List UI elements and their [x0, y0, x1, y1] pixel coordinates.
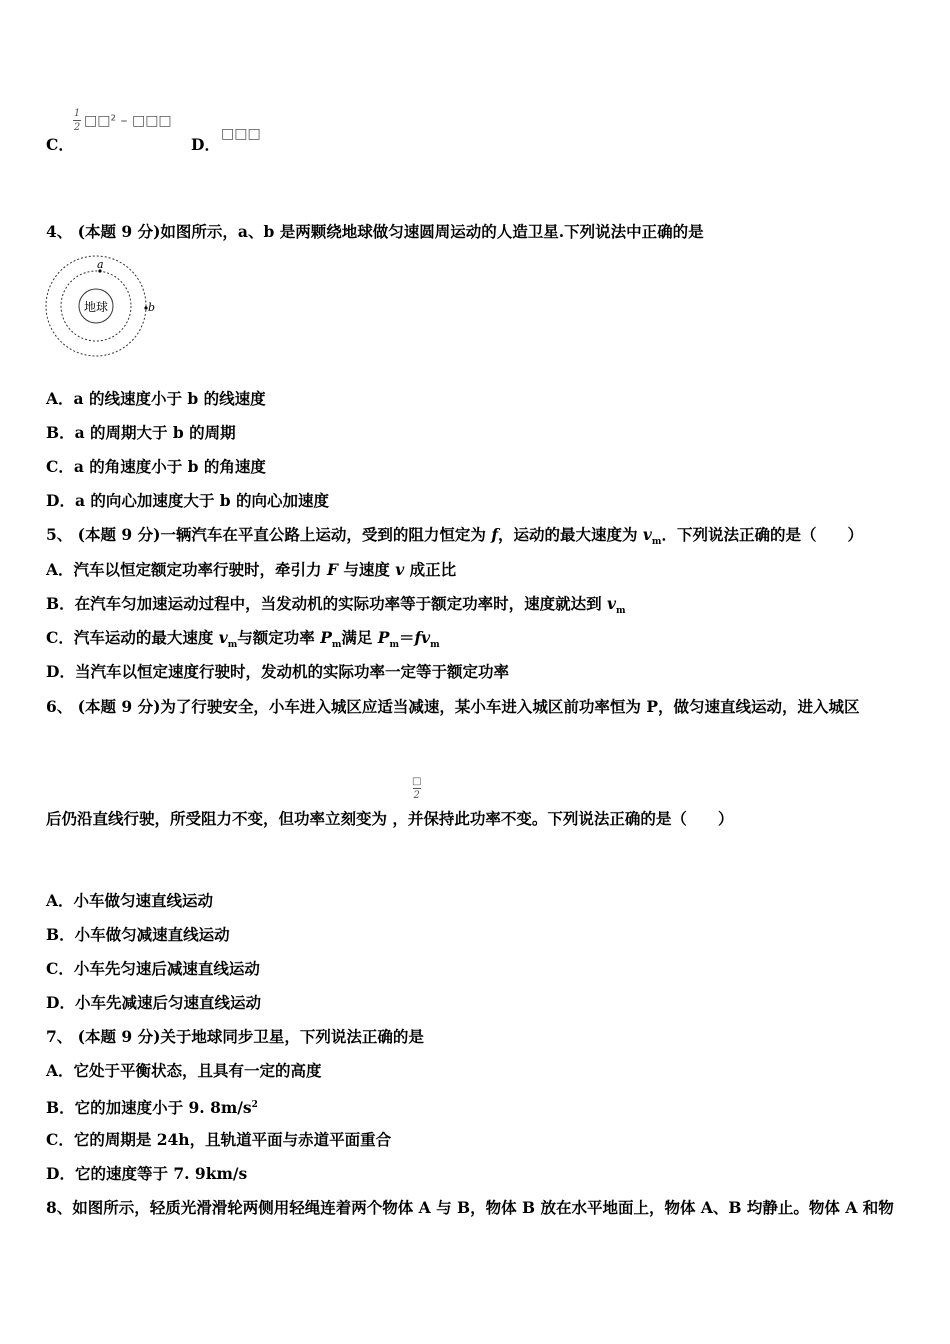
q5-opt-c-sub3: m	[389, 640, 399, 651]
q5-opt-c-P: P	[320, 628, 332, 647]
satellite-b-label: b	[148, 301, 156, 314]
q5-opt-c-sub4: m	[430, 640, 440, 651]
q7-option-c: C．它的周期是 24h，且轨道平面与赤道平面重合	[46, 1130, 392, 1149]
satellite-a-label: a	[97, 258, 104, 271]
q5-stem-mid: ，运动的最大速度为	[498, 525, 643, 544]
q6-fraction-denominator: 2	[413, 790, 420, 801]
q5-opt-b-sub: m	[616, 606, 626, 617]
q5-option-a	[46, 560, 456, 580]
q5-opt-c-text2: 与额定功率	[237, 628, 321, 647]
q5-opt-c-v: v	[218, 628, 228, 647]
option-c-fraction	[73, 108, 81, 133]
q5-opt-b-text: B．在汽车匀加速运动过程中，当发动机的实际功率等于额定功率时，速度就达到	[46, 594, 607, 613]
orbit-diagram	[44, 252, 164, 360]
q6-option-d: D．小车先减速后匀速直线运动	[46, 993, 261, 1012]
q5-opt-a-text2: 与速度	[337, 560, 396, 579]
q6-fraction	[412, 776, 421, 801]
q7-option-b	[46, 1095, 258, 1118]
fraction-numerator: 1	[73, 108, 81, 119]
q4-option-d: D．a 的向心加速度大于 b 的向心加速度	[46, 491, 330, 510]
q6-stem-line2: 后仍沿直线行驶，所受阻力不变，但功率立刻变为 ，并保持此功率不变。下列说法正确的是（ ）	[46, 809, 734, 828]
q4-option-b: B．a 的周期大于 b 的周期	[46, 423, 236, 442]
q7-opt-b-sup: 2	[251, 1100, 258, 1110]
q7-option-a: A．它处于平衡状态，且具有一定的高度	[46, 1061, 322, 1080]
q5-opt-b-v: v	[607, 594, 617, 613]
option-d-formula: □□□	[221, 126, 261, 142]
q5-opt-a-text1: A．汽车以恒定额定功率行驶时，牵引力	[46, 560, 327, 579]
q5-stem-suffix: ．下列说法正确的是（ ）	[661, 525, 863, 544]
q4-option-c: C．a 的角速度小于 b 的角速度	[46, 457, 266, 476]
q5-stem	[46, 525, 863, 552]
q8-stem: 8、如图所示，轻质光滑滑轮两侧用轻绳连着两个物体 A 与 B，物体 B 放在水平地面上，物体 A、B 均静止。物体 A 和物	[46, 1198, 894, 1217]
q4-stem: 4、 (本题 9 分)如图所示，a、b 是两颗绕地球做匀速圆周运动的人造卫星.下列说法中正确的是	[46, 222, 704, 241]
q5-opt-c-text1: C．汽车运动的最大速度	[46, 628, 219, 647]
earth-label: 地球	[83, 300, 109, 314]
q5-opt-c-text3: 满足	[341, 628, 378, 647]
q5-opt-c-sub2: m	[331, 640, 342, 651]
q7-stem: 7、 (本题 9 分)关于地球同步卫星，下列说法正确的是	[46, 1027, 424, 1046]
q5-stem-f: f	[491, 525, 498, 544]
option-c-label: C．	[46, 135, 74, 154]
q6-option-a: A．小车做匀速直线运动	[46, 891, 214, 910]
q7-option-d: D．它的速度等于 7. 9km/s	[46, 1164, 248, 1183]
q5-opt-c-sub: m	[227, 640, 238, 651]
q5-opt-c-fv: fv	[414, 628, 431, 647]
q5-option-c	[46, 628, 440, 655]
q5-stem-prefix: 5、 (本题 9 分)一辆汽车在平直公路上运动，受到的阻力恒定为	[46, 525, 492, 544]
q5-opt-a-text3: 成正比	[404, 560, 457, 579]
q5-stem-v: v	[642, 525, 652, 544]
q5-option-b	[46, 594, 626, 621]
option-d-label: D．	[191, 135, 220, 154]
fraction-denominator: 2	[73, 122, 81, 133]
option-c-formula: □□² – □□□	[84, 113, 172, 129]
q5-opt-a-v: v	[395, 560, 405, 579]
q6-option-c: C．小车先匀速后减速直线运动	[46, 959, 260, 978]
q6-fraction-numerator: □	[412, 776, 422, 787]
q6-option-b: B．小车做匀减速直线运动	[46, 925, 230, 944]
q5-opt-a-F: F	[326, 560, 338, 579]
q5-opt-c-equals: ＝	[398, 628, 415, 647]
q7-opt-b-text: B．它的加速度小于 9. 8m/s	[46, 1098, 252, 1118]
q5-option-d: D．当汽车以恒定速度行驶时，发动机的实际功率一定等于额定功率	[46, 662, 509, 681]
q5-stem-sub: m	[651, 537, 662, 548]
q4-option-a: A．a 的线速度小于 b 的线速度	[46, 389, 266, 408]
q5-opt-c-P2: P	[377, 628, 390, 647]
q6-stem-line1: 6、 (本题 9 分)为了行驶安全，小车进入城区应适当减速，某小车进入城区前功率恒为 P，做匀速直线运动，进入城区	[46, 697, 860, 716]
